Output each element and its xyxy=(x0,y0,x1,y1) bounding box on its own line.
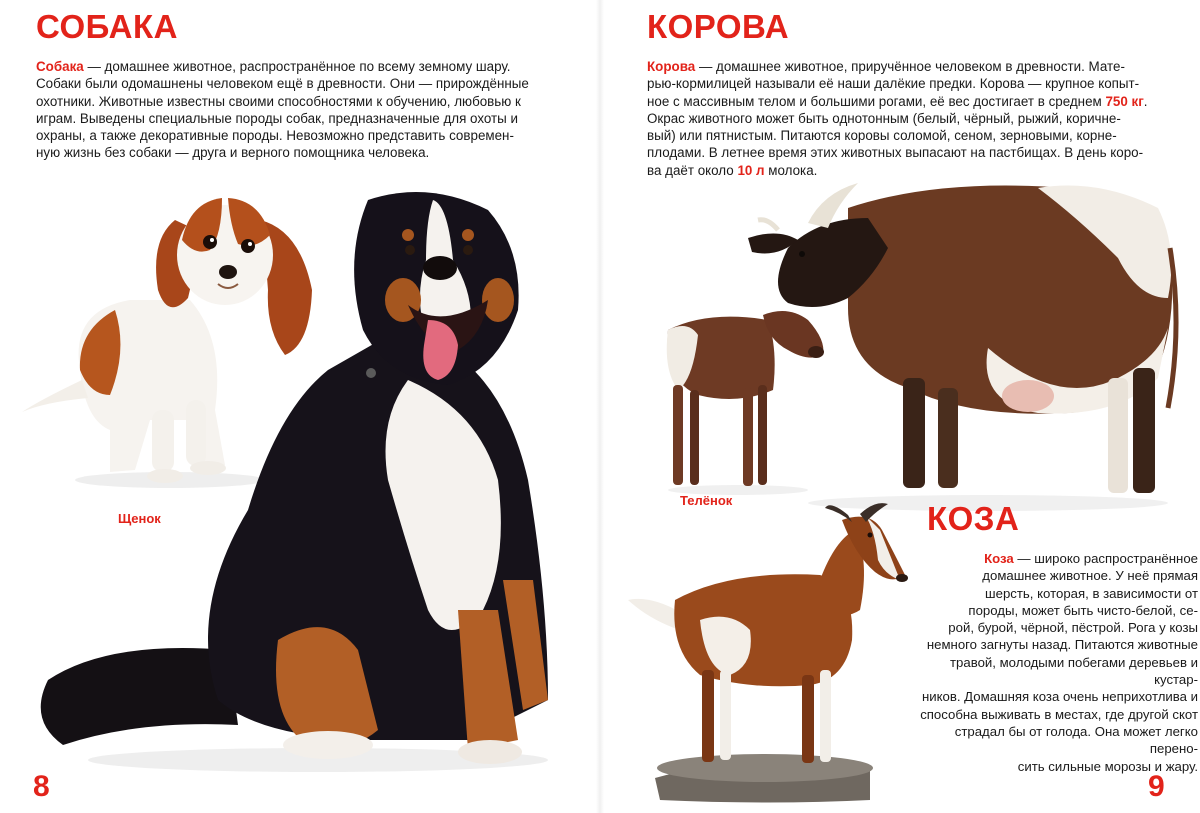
goat-text-line: домашнее животное. У неё прямая xyxy=(982,568,1198,584)
right-page-number: 9 xyxy=(1148,770,1165,803)
cow-text-line: Окрас животного может быть однотонным (белый, чёрный, рыжий, коричне- xyxy=(647,110,1121,126)
goat-text-line: страдал бы от голода. Она может легко перено- xyxy=(954,723,1198,757)
calf-illustration xyxy=(648,290,828,500)
goat-text-line: — широко распространённое xyxy=(1013,551,1198,566)
cow-text-line: . xyxy=(1143,93,1148,109)
puppy-caption: Щенок xyxy=(118,511,161,526)
goat-illustration xyxy=(620,500,920,805)
cow-title: КОРОВА xyxy=(647,8,790,45)
cow-text-line: рью-кормилицей называли её наши далёкие предки. Корова — крупное копыт- xyxy=(647,76,1140,92)
goat-text-line: способна выживать в местах, где другой скот xyxy=(920,706,1198,722)
dog-text-line: охотники. Животные известны своими способностями к обучению, любовью к xyxy=(36,93,521,109)
cow-text-line: — домашнее животное, приручённое человеком в древности. Мате- xyxy=(695,59,1125,74)
cow-text-line: молока. xyxy=(764,162,818,178)
left-page-number: 8 xyxy=(33,770,50,803)
goat-text-line: немного загнуты назад. Питаются животные xyxy=(926,637,1198,653)
dog-text-line: ную жизнь без собаки — друга и верного помощника человека. xyxy=(36,145,430,161)
goat-text-line: породы, может быть чисто-белой, се- xyxy=(968,602,1198,618)
dog-text-line: охраны, а также декоративные породы. Невозможно представить современ- xyxy=(36,128,514,144)
dog-description xyxy=(36,58,576,162)
cow-text-line: плодами. В летнее время этих животных выпасают на пастбищах. В день коро- xyxy=(647,145,1144,161)
calf-caption: Телёнок xyxy=(680,493,733,508)
cow-description xyxy=(647,58,1167,179)
goat-description xyxy=(903,550,1198,775)
cow-text-line: ное с массивным телом и большими рогами, её вес достигает в среднем xyxy=(647,93,1106,109)
goat-term: Коза xyxy=(984,551,1014,566)
goat-text-line: шерсть, которая, в зависимости от xyxy=(985,585,1198,601)
cow-milk: 10 л xyxy=(737,162,765,178)
cow-text-line: ва даёт около xyxy=(647,162,738,178)
cow-weight: 750 кг xyxy=(1105,93,1144,109)
goat-text-line: ников. Домашняя коза очень неприхотлива и xyxy=(921,689,1198,705)
dog-title: СОБАКА xyxy=(36,8,178,45)
dog-text-line: играм. Выведены специальные породы собак, предназначенные для охоты и xyxy=(36,110,519,126)
goat-title: КОЗА xyxy=(927,500,1020,537)
dog-term: Собака xyxy=(36,59,84,74)
dog-text-line: Собаки были одомашнены человеком ещё в древности. Они — прирождённые xyxy=(36,76,529,92)
cow-text-line: вый) или пятнистым. Питаются коровы соломой, сеном, зерновыми, корне- xyxy=(647,128,1117,144)
bernese-dog-illustration xyxy=(28,180,588,780)
goat-text-line: рой, бурой, чёрной, пёстрой. Рога у козы xyxy=(948,620,1198,636)
cow-term: Корова xyxy=(647,59,696,74)
goat-text-line: сить сильные морозы и жару. xyxy=(1017,758,1198,774)
dog-text-line: — домашнее животное, распространённое по всему земному шару. xyxy=(83,59,511,74)
right-page xyxy=(600,0,1200,813)
goat-text-line: травой, молодыми побегами деревьев и кустар- xyxy=(950,654,1198,688)
